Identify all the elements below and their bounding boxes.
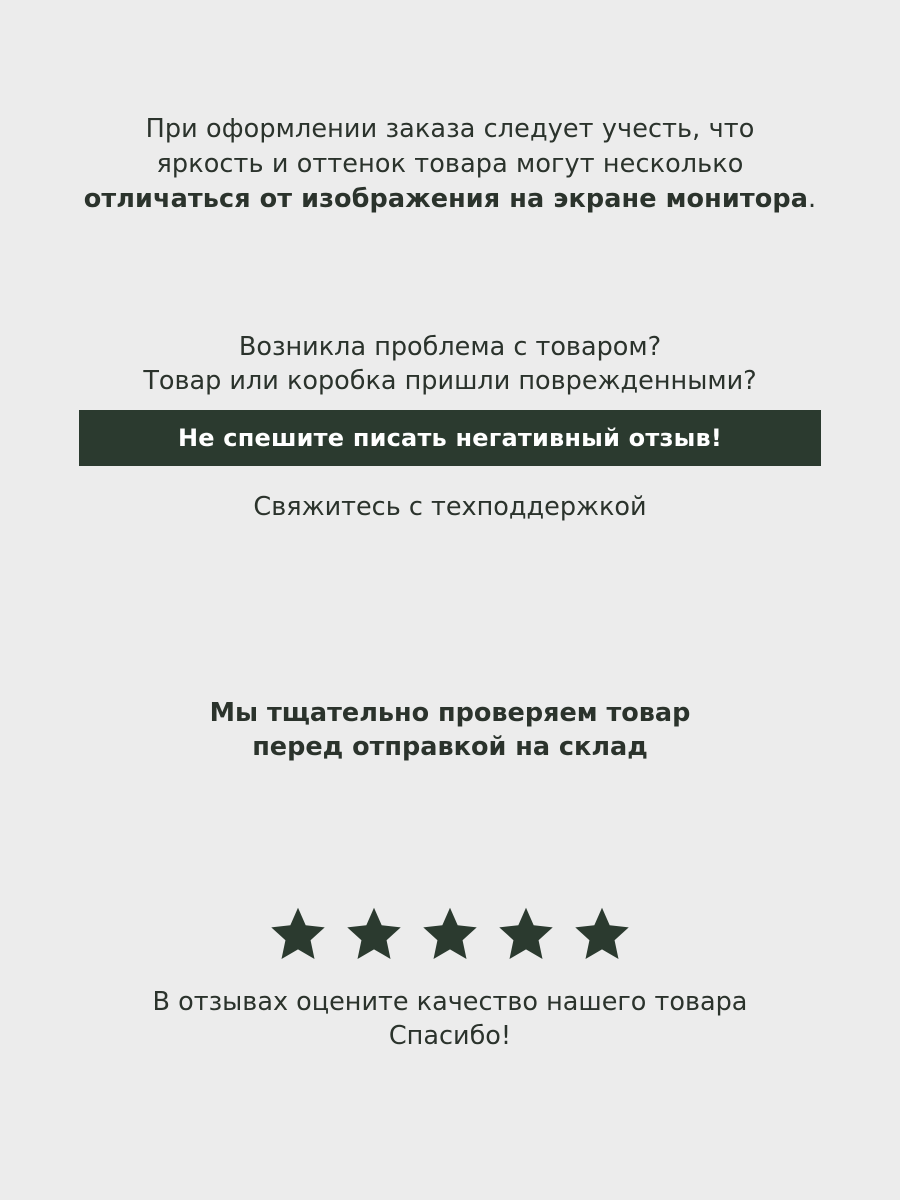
star-rating <box>0 905 900 967</box>
disclaimer-line-3-tail: . <box>808 184 817 214</box>
rating-block <box>0 905 900 1053</box>
check-line-2: перед отправкой на склад <box>252 732 648 762</box>
star-icon <box>268 904 328 968</box>
thanks-line-1: В отзывах оцените качество нашего товара <box>152 987 748 1017</box>
problem-line-1: Возникла проблема с товаром? <box>238 332 662 362</box>
star-icon <box>420 904 480 968</box>
quality-check-block <box>0 696 900 764</box>
star-icon <box>344 904 404 968</box>
negative-review-banner <box>79 410 821 466</box>
check-line-1: Мы тщательно проверяем товар <box>209 698 691 728</box>
disclaimer-line-3-bold: отличаться от изображения на экране монитора <box>83 184 809 214</box>
thanks-line-2: Спасибо! <box>388 1021 512 1051</box>
problem-line-2: Товар или коробка пришли поврежденными? <box>143 366 757 396</box>
negative-review-banner-text: Не спешите писать негативный отзыв! <box>177 424 723 452</box>
monitor-disclaimer-block <box>0 112 900 217</box>
disclaimer-line-1: При оформлении заказа следует учесть, что <box>145 114 755 144</box>
star-icon <box>572 904 632 968</box>
disclaimer-line-3 <box>0 182 900 217</box>
disclaimer-line-2: яркость и оттенок товара могут несколько <box>156 149 744 179</box>
star-icon <box>496 904 556 968</box>
contact-support-text: Свяжитесь с техподдержкой <box>253 492 647 522</box>
thanks-block <box>0 985 900 1053</box>
problem-support-block <box>0 330 900 524</box>
